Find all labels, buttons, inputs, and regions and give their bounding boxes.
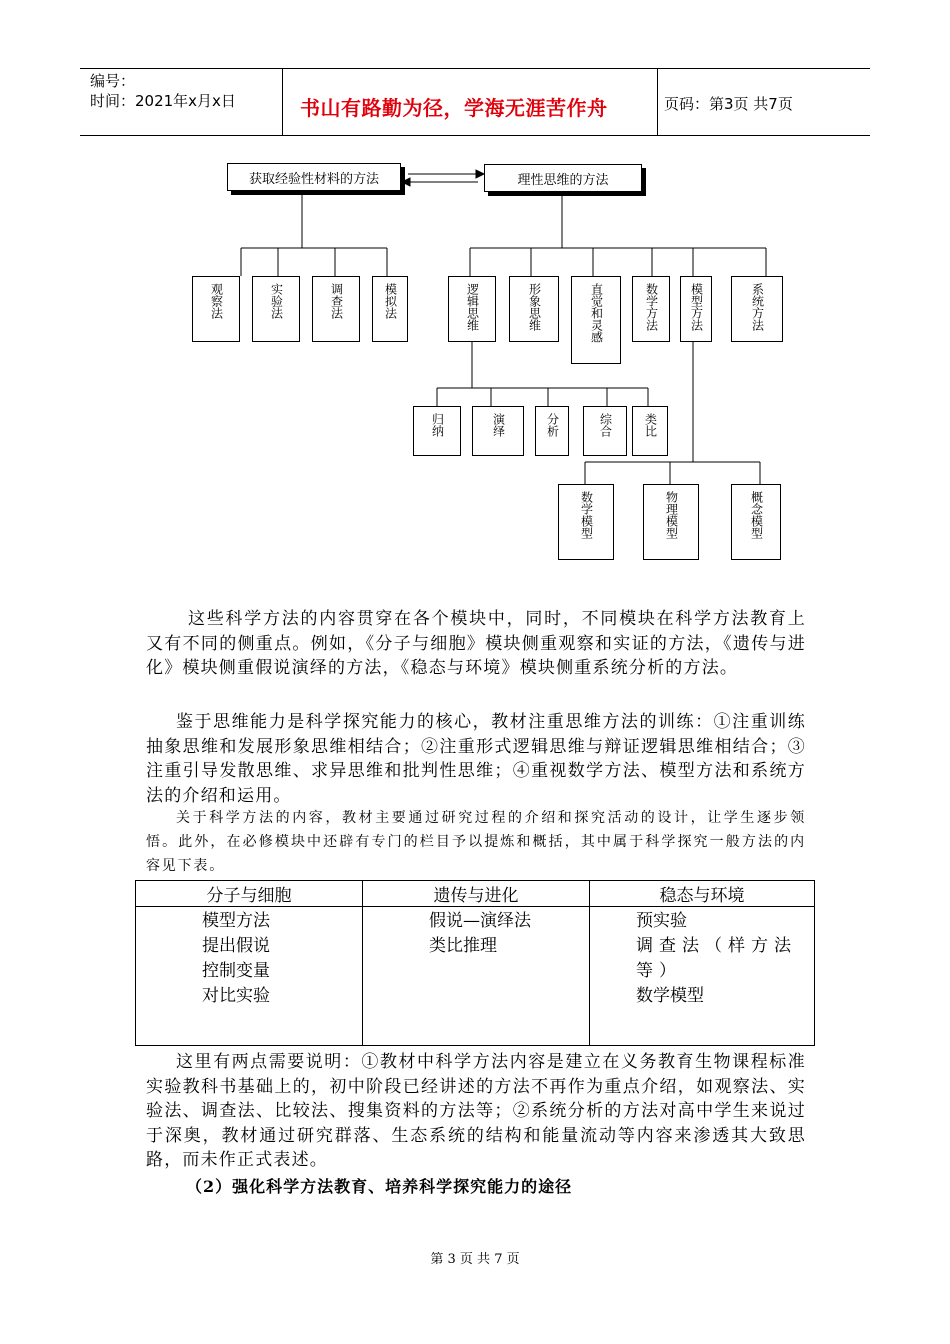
root-rational-label: 理性思维的方法	[517, 172, 609, 188]
table-item: 数学模型	[636, 986, 704, 1006]
page-indicator: 页码：第3页 共7页	[664, 95, 793, 113]
paragraph-method-content: 关于科学方法的内容，教材主要通过研究过程的介绍和探究活动的设计，让学生逐步领悟。此外，在必修模块中还辟有专门的栏目予以提炼和概括，其中属于科学探究一般方法的内容见下表。	[146, 810, 806, 874]
table-cell-molecule-cell	[136, 907, 363, 1046]
model-physical: 物理模型	[643, 484, 699, 560]
table-row	[136, 907, 815, 1046]
method-survey: 调查法	[312, 276, 360, 342]
method-observation: 观察法	[192, 276, 240, 342]
table-cell-heredity-evolution	[363, 907, 590, 1046]
logic-deduction: 演绎	[472, 406, 524, 456]
method-system: 系统方法	[731, 276, 783, 342]
document-time-label: 时间：2021年x月x日	[90, 92, 236, 110]
method-mathematical: 数学方法	[632, 276, 670, 342]
root-rational-methods	[484, 164, 642, 192]
method-intuition: 直觉和灵感	[571, 276, 621, 364]
page-footer: 第 3 页 共 7 页	[430, 1252, 520, 1267]
model-conceptual: 概念模型	[731, 484, 781, 560]
paragraph-two-points: 这里有两点需要说明：①教材中科学方法内容是建立在义务教育生物课程标准实验教科书基础上的，初中阶段已经讲述的方法不再作为重点介绍，如观察法、实验法、调查法、比较法、搜集资料的方法等；②系统分析的方法对高中学生来说过于深奥，教材通过研究群落、生态系统的结构和能量流动等内容来渗透其大致思路，而未作正式表述。	[146, 1052, 806, 1170]
table-item: 控制变量	[202, 961, 270, 981]
table-item: 假说—演绎法	[429, 911, 531, 931]
table-item: 对比实验	[202, 986, 270, 1006]
logic-induction: 归纳	[413, 406, 461, 456]
method-logical-thinking: 逻辑思维	[448, 276, 496, 342]
table-item: 预实验	[636, 911, 687, 931]
table-header-cell: 分子与细胞	[136, 881, 363, 907]
table-header-cell: 遗传与进化	[363, 881, 590, 907]
logic-analysis: 分析	[535, 406, 569, 456]
method-image-thinking: 形象思维	[509, 276, 559, 342]
method-model: 模型方法	[680, 276, 712, 342]
paragraph-thinking-training: 鉴于思维能力是科学探究能力的核心，教材注重思维方法的训练：①注重训练抽象思维和发展形象思维相结合；②注重形式逻辑思维与辩证逻辑思维相结合；③注重引导发散思维、求异思维和批判性思维；④重视数学方法、模型方法和系统方法的介绍和运用。	[146, 712, 806, 806]
table-item: 提出假说	[202, 936, 270, 956]
method-experiment: 实验法	[252, 276, 300, 342]
paragraph-module-emphasis: 这些科学方法的内容贯穿在各个模块中，同时，不同模块在科学方法教育上又有不同的侧重点。例如，《分子与细胞》模块侧重观察和实证的方法，《遗传与进化》模块侧重假说演绎的方法，《稳态与环境》模块侧重系统分析的方法。	[146, 609, 806, 678]
logic-synthesis: 综合	[583, 406, 627, 456]
table-item: 类比推理	[429, 936, 497, 956]
root-empirical-methods	[227, 163, 401, 191]
table-header-row	[136, 881, 815, 907]
model-mathematical: 数学模型	[558, 484, 614, 560]
section-heading: （2）强化科学方法教育、培养科学探究能力的途径	[186, 1177, 573, 1196]
method-simulation: 模拟法	[372, 276, 408, 342]
table-cell-homeostasis-environment	[590, 907, 815, 1046]
methods-table	[135, 880, 815, 1046]
document-number-label: 编号：	[90, 72, 136, 90]
header-motto: 书山有路勤为径，学海无涯苦作舟	[300, 96, 608, 120]
table-item: 模型方法	[202, 911, 270, 931]
table-item: 调查法（样方法等）	[636, 936, 797, 981]
logic-analogy: 类比	[632, 406, 668, 456]
table-header-cell: 稳态与环境	[590, 881, 815, 907]
root-empirical-label: 获取经验性材料的方法	[248, 171, 379, 187]
